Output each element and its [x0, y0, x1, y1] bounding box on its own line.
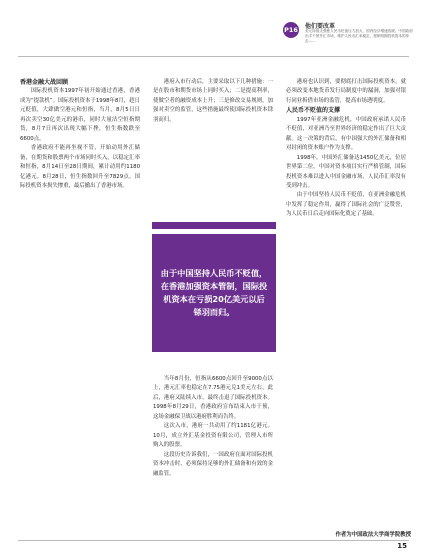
paragraph: 由于中国坚持人民币不贬值，在亚洲金融危机中发挥了稳定作用，赢得了国际社会的广泛赞誉，为人民币日后走向国际化奠定了基础。 [286, 192, 406, 218]
paragraph: 当年8月份，恒指从6600点回升至9000点以上，港元汇率也稳定在7.75港元兑1美元左右，此后，港府又陆续入市，最终击退了国际投机资本。1998年8月29日，香港政府宣布结束入市干预，这场金融保卫战以港府胜利而告终。 [153, 376, 273, 420]
article-column-3 [286, 78, 406, 220]
paragraph: 这次入市，港府一共动用了约1181亿港元。10月，成立外汇基金投资有限公司，管理入市所购入的股票。 [153, 423, 273, 449]
author-byline: 作者为中国政法大学商学院教授 [335, 532, 411, 538]
section-heading: 人民币不贬值的支撑 [286, 107, 341, 115]
pull-quote-bar [152, 222, 276, 229]
paragraph: 香港政府不能再坐视不管，开始动用外汇储备，在期货和股票两个市场同时买入，以稳定汇率和恒指，8月14日至28日期间，累计动用约1180亿港元。8月28日，恒生指数回升至7829点。国际投机资本损失惨重，最后撤出了香港市场。 [20, 145, 140, 189]
paragraph: 港府也认识到，要彻底打击国际投机资本，就必须改变本地货币发行局制度中的漏洞，加强对银行同业拆借市场的监管，提高市场透明度。 [286, 79, 406, 104]
article-column-2 [153, 78, 273, 125]
paragraph: 1998年，中国外汇储备达1450亿美元，位居世界第二位。中国对资本项目实行严格管制，国际投机资本难以进入中国金融市场，人民币汇率没有受到冲击。 [286, 154, 406, 189]
pull-quote-box [152, 222, 276, 362]
section-heading: 香港金融大战回顾 [20, 79, 69, 86]
paragraph: 国际投机资本1997年初开始通过香港，香港成为“提款机”。国际投机资本于1998年8月，趁日元贬值，大肆做空港元和恒指，当月，8月5日日再次卖空30亿美元的港币，同时大量沽空恒指期货，8月7日再次出现大幅下挫，恒生指数跌至6600点。 [20, 88, 140, 142]
article-column-2-bottom [153, 375, 273, 479]
paragraph: 港府入市行动后，主要采取以下几种措施：一是在股市和期货市场上同时买入；二是提高利率，使做空者的融资成本上升；三是修改交易规则，加强对卖空的监管，这些措施最终使国际投机资本铩羽而归。 [153, 79, 273, 123]
pull-quote: 由于中国坚持人民币不贬值，在香港加强资本管制，国际投机资本在亏损20亿美元以后铩羽而归。 [152, 234, 276, 352]
page-number: 15 [397, 542, 407, 550]
article-column-1 [20, 78, 140, 191]
bottom-divider [18, 540, 409, 541]
sidebar-title: 他们要改革 [305, 23, 336, 30]
page-section-badge: P16 [283, 22, 299, 38]
paragraph: 1997年亚洲金融危机，中国政府承诺人民币不贬值，对亚洲乃至世界经济的稳定作出了巨大贡献。这一决策的背后，有中国强大的外汇储备和相对封闭的资本账户作为支撑。 [286, 116, 406, 152]
top-divider [18, 56, 409, 57]
paragraph: 这段历史告诉我们，一国政府在面对国际投机资本冲击时，必须保持足够的外汇储备和有效的金融监管。 [153, 451, 273, 477]
sidebar-description: 美元持续走强使人民币贬值压力加大，国内经济增速放缓。中国政府出手干预外汇市场，维护人民币汇率稳定，遏制短期投机资本的冲击…… [305, 29, 413, 43]
